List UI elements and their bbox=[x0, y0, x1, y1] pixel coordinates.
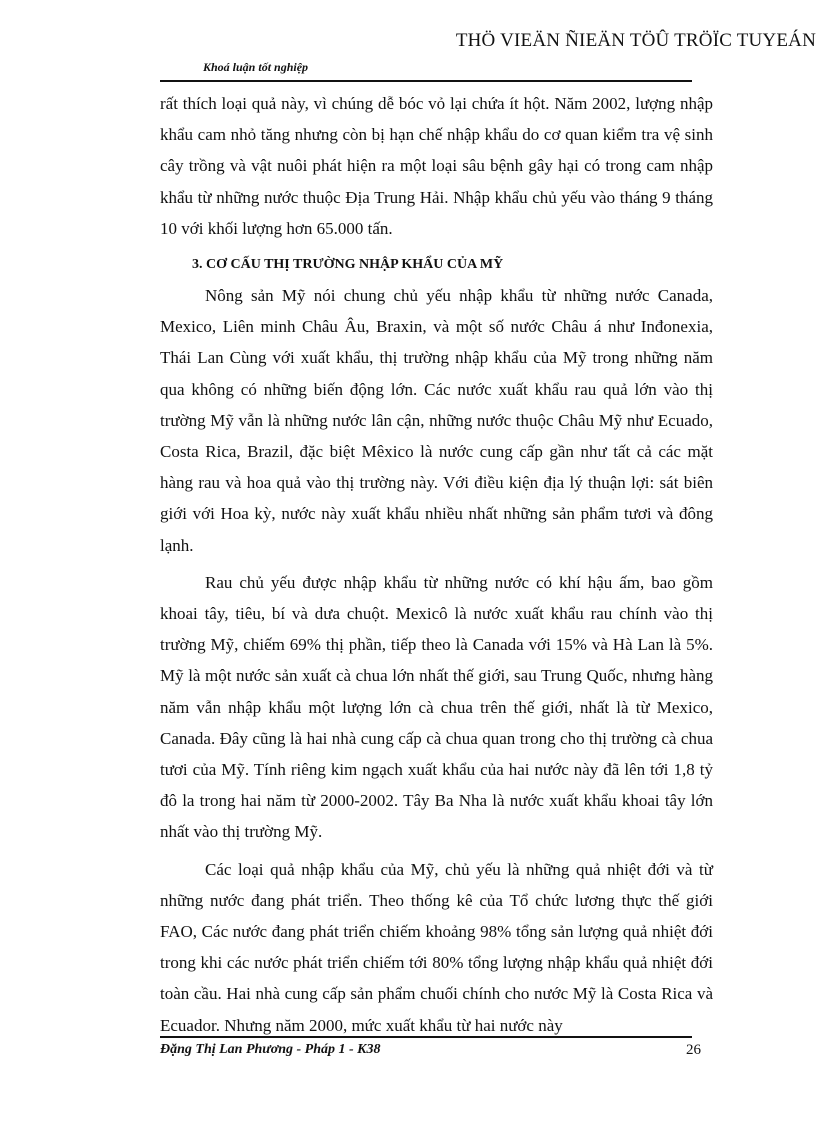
running-title: Khoá luận tốt nghiệp bbox=[203, 60, 309, 74]
section-heading: 3. CƠ CẤU THỊ TRƯỜNG NHẬP KHẨU CỦA MỸ bbox=[192, 257, 504, 273]
header-rule bbox=[160, 80, 692, 82]
page-number: 26 bbox=[686, 1042, 701, 1058]
paragraph-3: Rau chủ yếu được nhập khẩu từ những nước có khí hậu ấm, bao gồm khoai tây, tiêu, bí và dưa chuột. Mexicô là nước xuất khẩu rau chính vào thị trường Mỹ, chiếm 69% thị phần, tiếp theo là Canada với 15% và Hà Lan là 5%. Mỹ là một nước sản xuất cà chua lớn nhất thế giới, sau Trung Quốc, nhưng hàng năm vẫn nhập khẩu một lượng lớn cà chua trên thế giới, nhất là từ Mexico, Canada. Đây cũng là hai nhà cung cấp cà chua quan trong cho thị trường cà chua tươi của Mỹ. Tính riêng kim ngạch xuất khẩu của hai nước này đã lên tới 1,8 tỷ đô la trong hai năm từ 2000-2002. Tây Ba Nha là nước xuất khẩu khoai tây lớn nhất vào thị trường Mỹ. bbox=[160, 572, 713, 842]
paragraph-2: Nông sản Mỹ nói chung chủ yếu nhập khẩu từ những nước Canada, Mexico, Liên minh Châu Âu, Braxin, và một số nước Châu á như Inđonexia, Thái Lan Cùng với xuất khẩu, thị trường nhập khẩu của Mỹ trong những năm qua không có những biến động lớn. Các nước xuất khẩu rau quả lớn vào thị trường Mỹ vẫn là những nước lân cận, những nước thuộc Châu Mỹ như Ecuado, Costa Rica, Brazil, đặc biệt Mêxico là nước cung cấp gần như tất cả các mặt hàng rau và hoa quả vào thị trường này. Với điều kiện địa lý thuận lợi: sát biên giới với Hoa kỳ, nước này xuất khẩu nhiều nhất những sản phẩm tươi và đông lạnh. bbox=[160, 286, 713, 555]
paragraph-1: rất thích loại quả này, vì chúng dễ bóc vỏ lại chứa ít hột. Năm 2002, lượng nhập khẩu cam nhỏ tăng nhưng còn bị hạn chế nhập khẩu do cơ quan kiểm tra vệ sinh cây trồng và vật nuôi phát hiện ra một loại sâu bệnh gây hại có trong cam nhập khẩu từ những nước thuộc Địa Trung Hải. Nhập khẩu chủ yếu vào tháng 9 tháng 10 với khối lượng hơn 65.000 tấn. bbox=[160, 94, 713, 238]
footer-author: Đặng Thị Lan Phương - Pháp 1 - K38 bbox=[160, 1042, 381, 1057]
footer-rule bbox=[160, 1036, 692, 1038]
library-watermark-header: THÖ VIEÄN ÑIEÄN TÖÛ TRÖÏC TUYEÁN bbox=[455, 30, 816, 51]
paragraph-4: Các loại quả nhập khẩu của Mỹ, chủ yếu là những quả nhiệt đới và từ những nước đang phát triển. Theo thống kê của Tổ chức lương thực thế giới FAO, Các nước đang phát triển chiếm khoảng 98% tổng sản lượng quả nhiệt đới trong khi các nước phát triển chiếm tới 80% tổng lượng nhập khẩu quả nhiệt đới toàn cầu. Hai nhà cung cấp sản phẩm chuối chính cho nước Mỹ là Costa Rica và Ecuador. Nhưng năm 2000, mức xuất khẩu từ hai nước này bbox=[160, 859, 713, 1035]
page-body bbox=[160, 88, 713, 1041]
